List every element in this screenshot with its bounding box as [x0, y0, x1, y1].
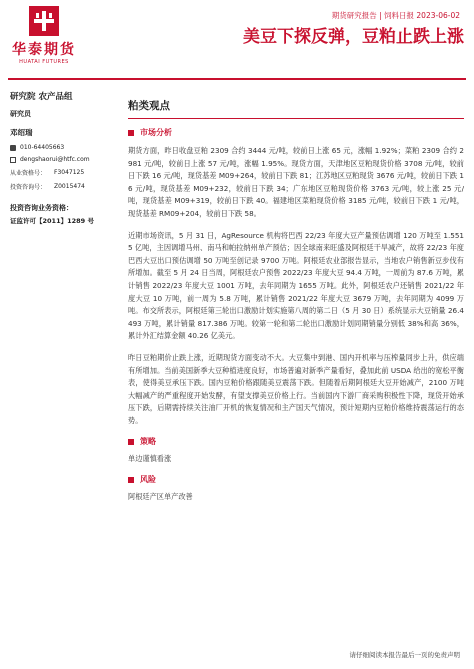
logo-english-name: HUATAI FUTURES — [19, 59, 69, 65]
qualification-line — [10, 168, 115, 177]
disclaimer-footer: 请仔细阅读本报告最后一页的免责声明 — [349, 651, 460, 659]
consult-label: 投资咨询号： — [10, 184, 47, 191]
section-title: 粕类观点 — [128, 98, 464, 119]
license-number: 证监许可【2011】1289 号 — [10, 217, 94, 225]
logo-name: 华泰期货 — [12, 42, 76, 58]
square-bullet-icon — [128, 439, 134, 445]
report-title: 美豆下探反弹，豆粕止跌上涨 — [243, 27, 464, 47]
risk-title: 风险 — [140, 475, 156, 485]
strategy-heading — [128, 436, 464, 447]
author-sidebar — [10, 90, 115, 225]
square-bullet-icon — [128, 477, 134, 483]
email-line — [10, 156, 115, 163]
market-analysis-heading — [128, 127, 464, 138]
logo-emblem-icon — [29, 6, 59, 36]
huatai-logo — [12, 6, 76, 65]
phone-line — [10, 144, 115, 151]
license-title: 投资咨询业务资格： — [10, 204, 73, 212]
email-address[interactable]: dengshaorui@htfc.com — [20, 156, 90, 163]
risk-heading — [128, 474, 464, 485]
phone-icon — [10, 145, 16, 151]
square-bullet-icon — [128, 130, 134, 136]
phone-number: 010-64405663 — [20, 144, 65, 151]
author-name: 邓绍瑞 — [10, 128, 33, 137]
research-group: 研究院 农产品组 — [10, 92, 73, 102]
consult-number: Z0015474 — [54, 183, 85, 190]
report-meta: 期货研究报告 | 饲料日报 2023-06-02 — [331, 11, 460, 20]
risk-text: 阿根廷产区单产改善 — [128, 492, 193, 502]
paragraph-futures-spot: 期货方面，昨日收盘豆粕 2309 合约 3444 元/吨，较前日上涨 65 元，涨幅 1.92%；菜粕 2309 合约 2981 元/吨，较前日上涨 57 元/吨，涨幅 1.95%。现货方面，天津地区豆粕现货价格 3708 元/吨，较前日下跌 16 元/吨，现货基差 M09+264，较前日下跌 81；江苏地区豆粕现货 3676 元/吨，较前日下跌 16 元/吨，现货基差 M09+232，较前日下跌 34；广东地区豆粕现货价格 3763 元/吨，较上涨 25 元/吨，现货基差 M09+319，较前日下跌 40。福建地区菜粕现货价格 3185 元/吨，较前日下跌 1 元/吨，现货基差 RM09+204，较前日下跌 58。 — [128, 146, 464, 218]
paragraph-outlook: 昨日豆粕期价止跌上涨，近期现货方面变动不大。大豆集中到港、国内开机率与压榨量同步上升，供应端有所增加。当前美国新季大豆种植进度良好，市场普遍对新季产量看好，叠加此前 USDA 给出的宽松平衡表，使得美豆承压下跌。国内豆粕价格跟随美豆震荡下跌。但随着后期阿根廷大豆开始减产，2100 万吨大幅减产的严重程度开始发酵，有望支撑美豆价格上行。当前国内下游厂商采购积极性下降，现货开始承压下跌，后期需持续关注油厂开机的恢复情况和主产国天气情况，预计短期内豆粕价格维持震荡运行的态势。 — [128, 352, 464, 425]
strategy-text: 单边谨慎看涨 — [128, 454, 172, 464]
qualification-label: 从业资格号： — [10, 170, 47, 177]
email-icon — [10, 157, 16, 163]
main-content — [128, 98, 464, 512]
header-divider — [8, 78, 466, 80]
market-analysis-title: 市场分析 — [140, 128, 172, 137]
paragraph-market-news: 近期市场资讯，5 月 31 日，AgResource 机构将巴西 22/23 年度大豆产量预估调增 120 万吨至 1.5515 亿吨，主因调增马州、南马和帕拉纳州单产预估；因全球南来旺盛及阿根廷干旱减产，故将 22/23 年度巴西大豆出口预估调增 50 万吨至创记录 9700 万吨。阿根廷农业部报告显示，当地农户销售新豆步伐有所增加。截至 5 月 24 日当周，阿根廷农户预售 2022/23 年度大豆 94.4 万吨，一周前为 87.6 万吨，累计销售 2022/23 年度大豆 1001 万吨，去年同期为 1655 万吨。此外，阿根廷农户还销售 2021/22 年度大豆 10 万吨，前一周为 5.8 万吨，累计销售 2021/22 年度大豆 3679 万吨，去年同期为 4099 万吨。布交所表示，阿根廷第三轮出口激励计划实施第八周的第二日（5 月 30 日）系统显示大豆销量 26.4493 万吨，累计销量 817.386 万吨。较第一轮和第二轮出口激励计划同期销量分别低 38%和高 36%，累计外汇结算金额 40.26 亿美元。 — [128, 230, 464, 341]
strategy-title: 策略 — [140, 437, 156, 447]
author-role: 研究员 — [10, 110, 31, 118]
consult-line — [10, 182, 115, 191]
qualification-number: F3047125 — [54, 169, 85, 176]
